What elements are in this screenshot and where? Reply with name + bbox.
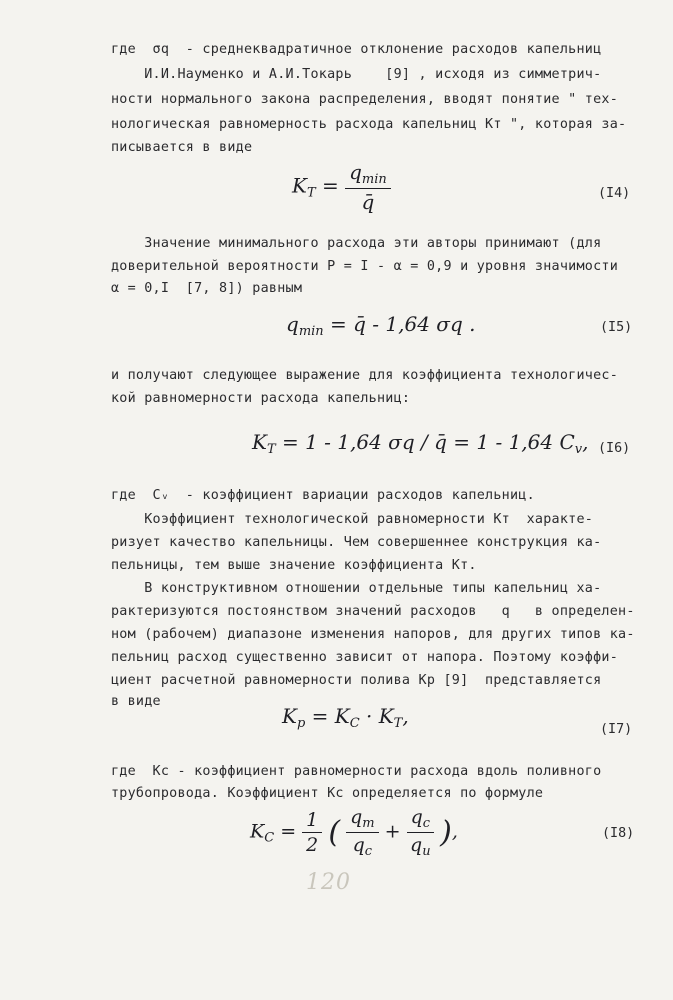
text-line: пельницы, тем выше значение коэффициента Kт. [111, 558, 477, 573]
text-line: писывается в виде [111, 140, 253, 155]
text-line: кой равномерности расхода капельниц: [111, 391, 411, 406]
text-line: доверительной вероятности P = I - α = 0,9 и уровня значимости [111, 259, 619, 274]
page-number: 120 [306, 870, 351, 895]
equation-number: (I6) [598, 441, 631, 456]
formula-18: $K_C$ = $\frac{1}{2}$ ( $\frac{q_m}{q_c}$ + $\frac{q_c}{q_u}$ ), [250, 806, 458, 859]
text-line: в виде [111, 694, 161, 709]
text-line: Коэффициент технологической равномерности Kт характе- [111, 512, 594, 527]
text-line: трубопровода. Коэффициент Kс определяется по формуле [111, 786, 544, 801]
text-line: ном (рабочем) диапазоне изменения напоров, для других типов ка- [111, 627, 635, 642]
equation-number: (I7) [600, 722, 633, 737]
text-line: где Cᵥ - коэффициент вариации расходов капельниц. [111, 488, 535, 503]
equation-number: (I4) [598, 186, 631, 201]
text-line: пельниц расход существенно зависит от напора. Поэтому коэффи- [111, 650, 619, 665]
text-line: нологическая равномерность расхода капельниц Kт ", которая за- [111, 117, 627, 132]
text-line: В конструктивном отношении отдельные типы капельниц ха- [111, 581, 602, 596]
text-line: ности нормального закона распределения, вводят понятие " тех- [111, 92, 619, 107]
formula-17: $K_p = K_C \cdot K_T$, [282, 704, 409, 731]
equation-number: (I5) [600, 320, 633, 335]
formula-15: $q_{min}$ = q̄ - 1,64 σq . [286, 312, 476, 339]
text-line: И.И.Науменко и А.И.Токарь [9] , исходя из симметрич- [111, 67, 602, 82]
text-line: ризует качество капельницы. Чем совершеннее конструкция ка- [111, 535, 602, 550]
equation-number: (I8) [602, 826, 635, 841]
text-line: Значение минимального расхода эти авторы принимают (для [111, 236, 602, 251]
text-line: α = 0,I [7, 8]) равным [111, 281, 303, 296]
text-line: где Kс - коэффициент равномерности расхода вдоль поливного [111, 764, 602, 779]
formula-14: $K_T$ = $\frac{q_{min}}{q̄}$ [292, 160, 391, 214]
text-line: и получают следующее выражение для коэффициента технологичес- [111, 368, 619, 383]
text-line: рактеризуются постоянством значений расходов q в определен- [111, 604, 635, 619]
formula-16: $K_T = 1 - 1,64$ σq / q̄ = 1 - 1,64 $C_v$, [252, 430, 589, 457]
text-line: циент расчетной равномерности полива Kр [9] представляется [111, 673, 602, 688]
text-line: где σq - среднеквадратичное отклонение расходов капельниц [111, 42, 602, 57]
